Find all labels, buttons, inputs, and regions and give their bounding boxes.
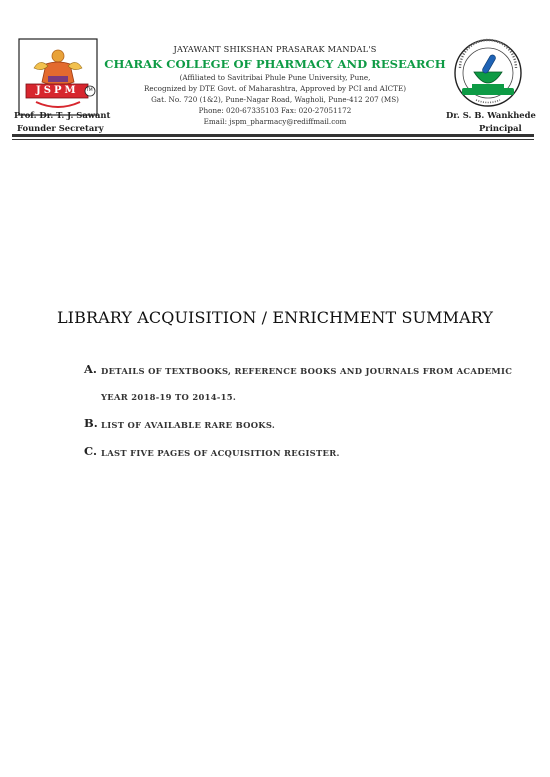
document-title: LIBRARY ACQUISITION / ENRICHMENT SUMMARY bbox=[56, 308, 494, 327]
list-item-text-continued: YEAR 2018-19 TO 2014-15. bbox=[101, 392, 237, 402]
list-item-text: DETAILS OF TEXTBOOKS, REFERENCE BOOKS AND JOURNALS FROM ACADEMIC bbox=[101, 366, 513, 376]
affiliation-text: (Affiliated to Savitribai Phule Pune University, Pune, bbox=[179, 73, 371, 82]
phone-fax-text: Phone: 020-67335103 Fax: 020-27051172 bbox=[198, 106, 352, 115]
logo-text: JSPM bbox=[36, 85, 79, 96]
email-text: Email: jspm_pharmacy@rediffmail.com bbox=[203, 117, 347, 126]
header-divider-thick bbox=[12, 134, 534, 137]
address-text: Gat. No. 720 (1&2), Pune-Nagar Road, Wagholi, Pune-412 207 (MS) bbox=[151, 95, 399, 104]
recognition-text: Recognized by DTE Govt. of Maharashtra, Approved by PCI and AICTE) bbox=[143, 84, 407, 93]
list-item-text: LAST FIVE PAGES OF ACQUISITION REGISTER. bbox=[101, 448, 340, 458]
list-item-letter: A. bbox=[84, 362, 97, 376]
jspm-logo-icon bbox=[18, 38, 98, 116]
list-item-text: LIST OF AVAILABLE RARE BOOKS. bbox=[101, 420, 276, 430]
society-name: JAYAWANT SHIKSHAN PRASARAK MANDAL'S bbox=[173, 44, 377, 54]
principal-name: Dr. S. B. Wankhede bbox=[446, 110, 536, 120]
college-name: CHARAK COLLEGE OF PHARMACY AND RESEARCH bbox=[104, 57, 446, 71]
principal-role: Principal bbox=[479, 123, 522, 133]
header-divider-thin bbox=[12, 139, 534, 140]
list-item-letter: C. bbox=[84, 444, 97, 458]
founder-secretary-role: Founder Secretary bbox=[17, 123, 104, 133]
trademark-mark: TM bbox=[86, 88, 93, 93]
founder-secretary-name: Prof. Dr. T. J. Sawant bbox=[14, 110, 111, 120]
list-item-letter: B. bbox=[84, 416, 98, 430]
college-seal-icon bbox=[448, 38, 528, 108]
